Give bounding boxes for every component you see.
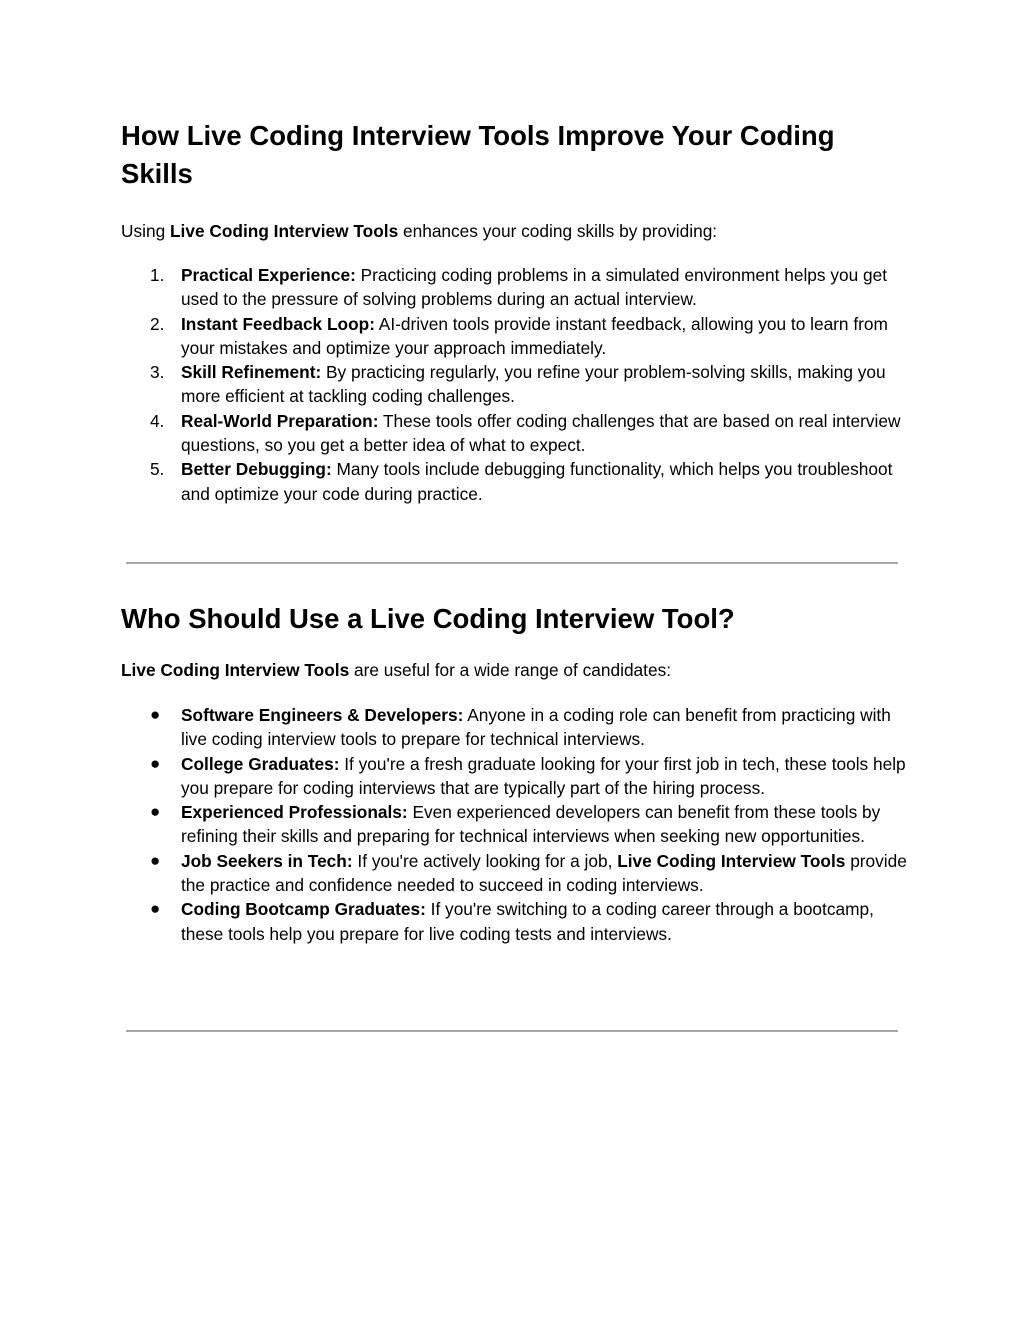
list-item: [121, 263, 911, 312]
list-number: 4.: [150, 410, 165, 431]
item-text: Anyone in a coding role can benefit from practicing with live coding interview tools to prepare for technical interviews.: [181, 704, 891, 750]
item-text: If you're a fresh graduate looking for your first job in tech, these tools help you prepare for coding interviews that are typically part of the hiring process.: [181, 753, 906, 798]
item-bold-text: Live Coding Interview Tools: [617, 850, 846, 871]
list-number: 3.: [150, 362, 165, 383]
section-intro: [121, 219, 911, 243]
list-item: [121, 360, 911, 409]
item-title: Coding Bootcamp Graduates:: [181, 899, 426, 920]
bullet-icon: ●: [150, 753, 161, 773]
item-title: Instant Feedback Loop:: [181, 313, 375, 334]
item-title: Skill Refinement:: [181, 362, 322, 383]
item-title: Practical Experience:: [181, 264, 356, 285]
item-text: Many tools include debugging functionality, which helps you troubleshoot and optimize your code during practice.: [181, 459, 893, 504]
section-heading: Who Should Use a Live Coding Interview Tool?: [121, 603, 735, 634]
section-who-should-use: [121, 600, 911, 946]
item-text: If you're actively looking for a job,: [352, 850, 618, 871]
intro-bold-text: Live Coding Interview Tools: [169, 221, 399, 241]
list-item: [121, 457, 911, 506]
item-title: Job Seekers in Tech:: [181, 850, 353, 871]
intro-text: enhances your coding skills by providing:: [398, 221, 718, 241]
bullet-list: [121, 703, 911, 946]
section-how-tools-improve: [121, 117, 911, 506]
item-text: These tools offer coding challenges that are based on real interview questions, so you get a better idea of what to expect.: [181, 410, 901, 456]
list-item: [121, 897, 911, 946]
item-text: AI-driven tools provide instant feedback, allowing you to learn from your mistakes and optimize your approach immediately.: [181, 313, 888, 358]
list-number: 5.: [150, 459, 165, 480]
intro-text: Using: [121, 221, 170, 241]
item-text: provide the practice and confidence needed to succeed in coding interviews.: [181, 850, 907, 896]
list-item: [121, 752, 911, 801]
list-item: [121, 849, 911, 898]
list-item: [121, 703, 911, 752]
list-number: 2.: [150, 313, 165, 334]
item-title: Better Debugging:: [181, 459, 332, 480]
item-title: Real-World Preparation:: [181, 410, 379, 431]
item-text: Even experienced developers can benefit from these tools by refining their skills and preparing for technical interviews when seeking new opportunities.: [181, 802, 881, 847]
item-text: By practicing regularly, you refine your problem-solving skills, making you more efficient at tackling coding challenges.: [181, 362, 886, 407]
list-item: [121, 800, 911, 849]
bullet-icon: ●: [150, 802, 161, 822]
list-item: [121, 409, 911, 458]
section-intro: [121, 658, 911, 682]
item-title: College Graduates:: [181, 753, 340, 774]
list-item: [121, 312, 911, 361]
intro-text: are useful for a wide range of candidates:: [349, 660, 672, 680]
item-title: Experienced Professionals:: [181, 802, 408, 823]
list-number: 1.: [150, 264, 165, 285]
item-text: If you're switching to a coding career through a bootcamp, these tools help you prepare for live coding tests and interviews.: [181, 899, 874, 944]
intro-bold-text: Live Coding Interview Tools: [121, 660, 350, 680]
bullet-icon: ●: [150, 850, 161, 870]
horizontal-divider: [126, 1030, 898, 1032]
horizontal-divider: [126, 562, 898, 564]
numbered-list: [121, 263, 911, 506]
item-title: Software Engineers & Developers:: [181, 704, 464, 725]
item-text: Practicing coding problems in a simulated environment helps you get used to the pressure of solving problems during an actual interview.: [181, 264, 888, 310]
bullet-icon: ●: [150, 899, 161, 919]
bullet-icon: ●: [150, 704, 161, 724]
section-heading: How Live Coding Interview Tools Improve Your Coding Skills: [121, 120, 835, 189]
